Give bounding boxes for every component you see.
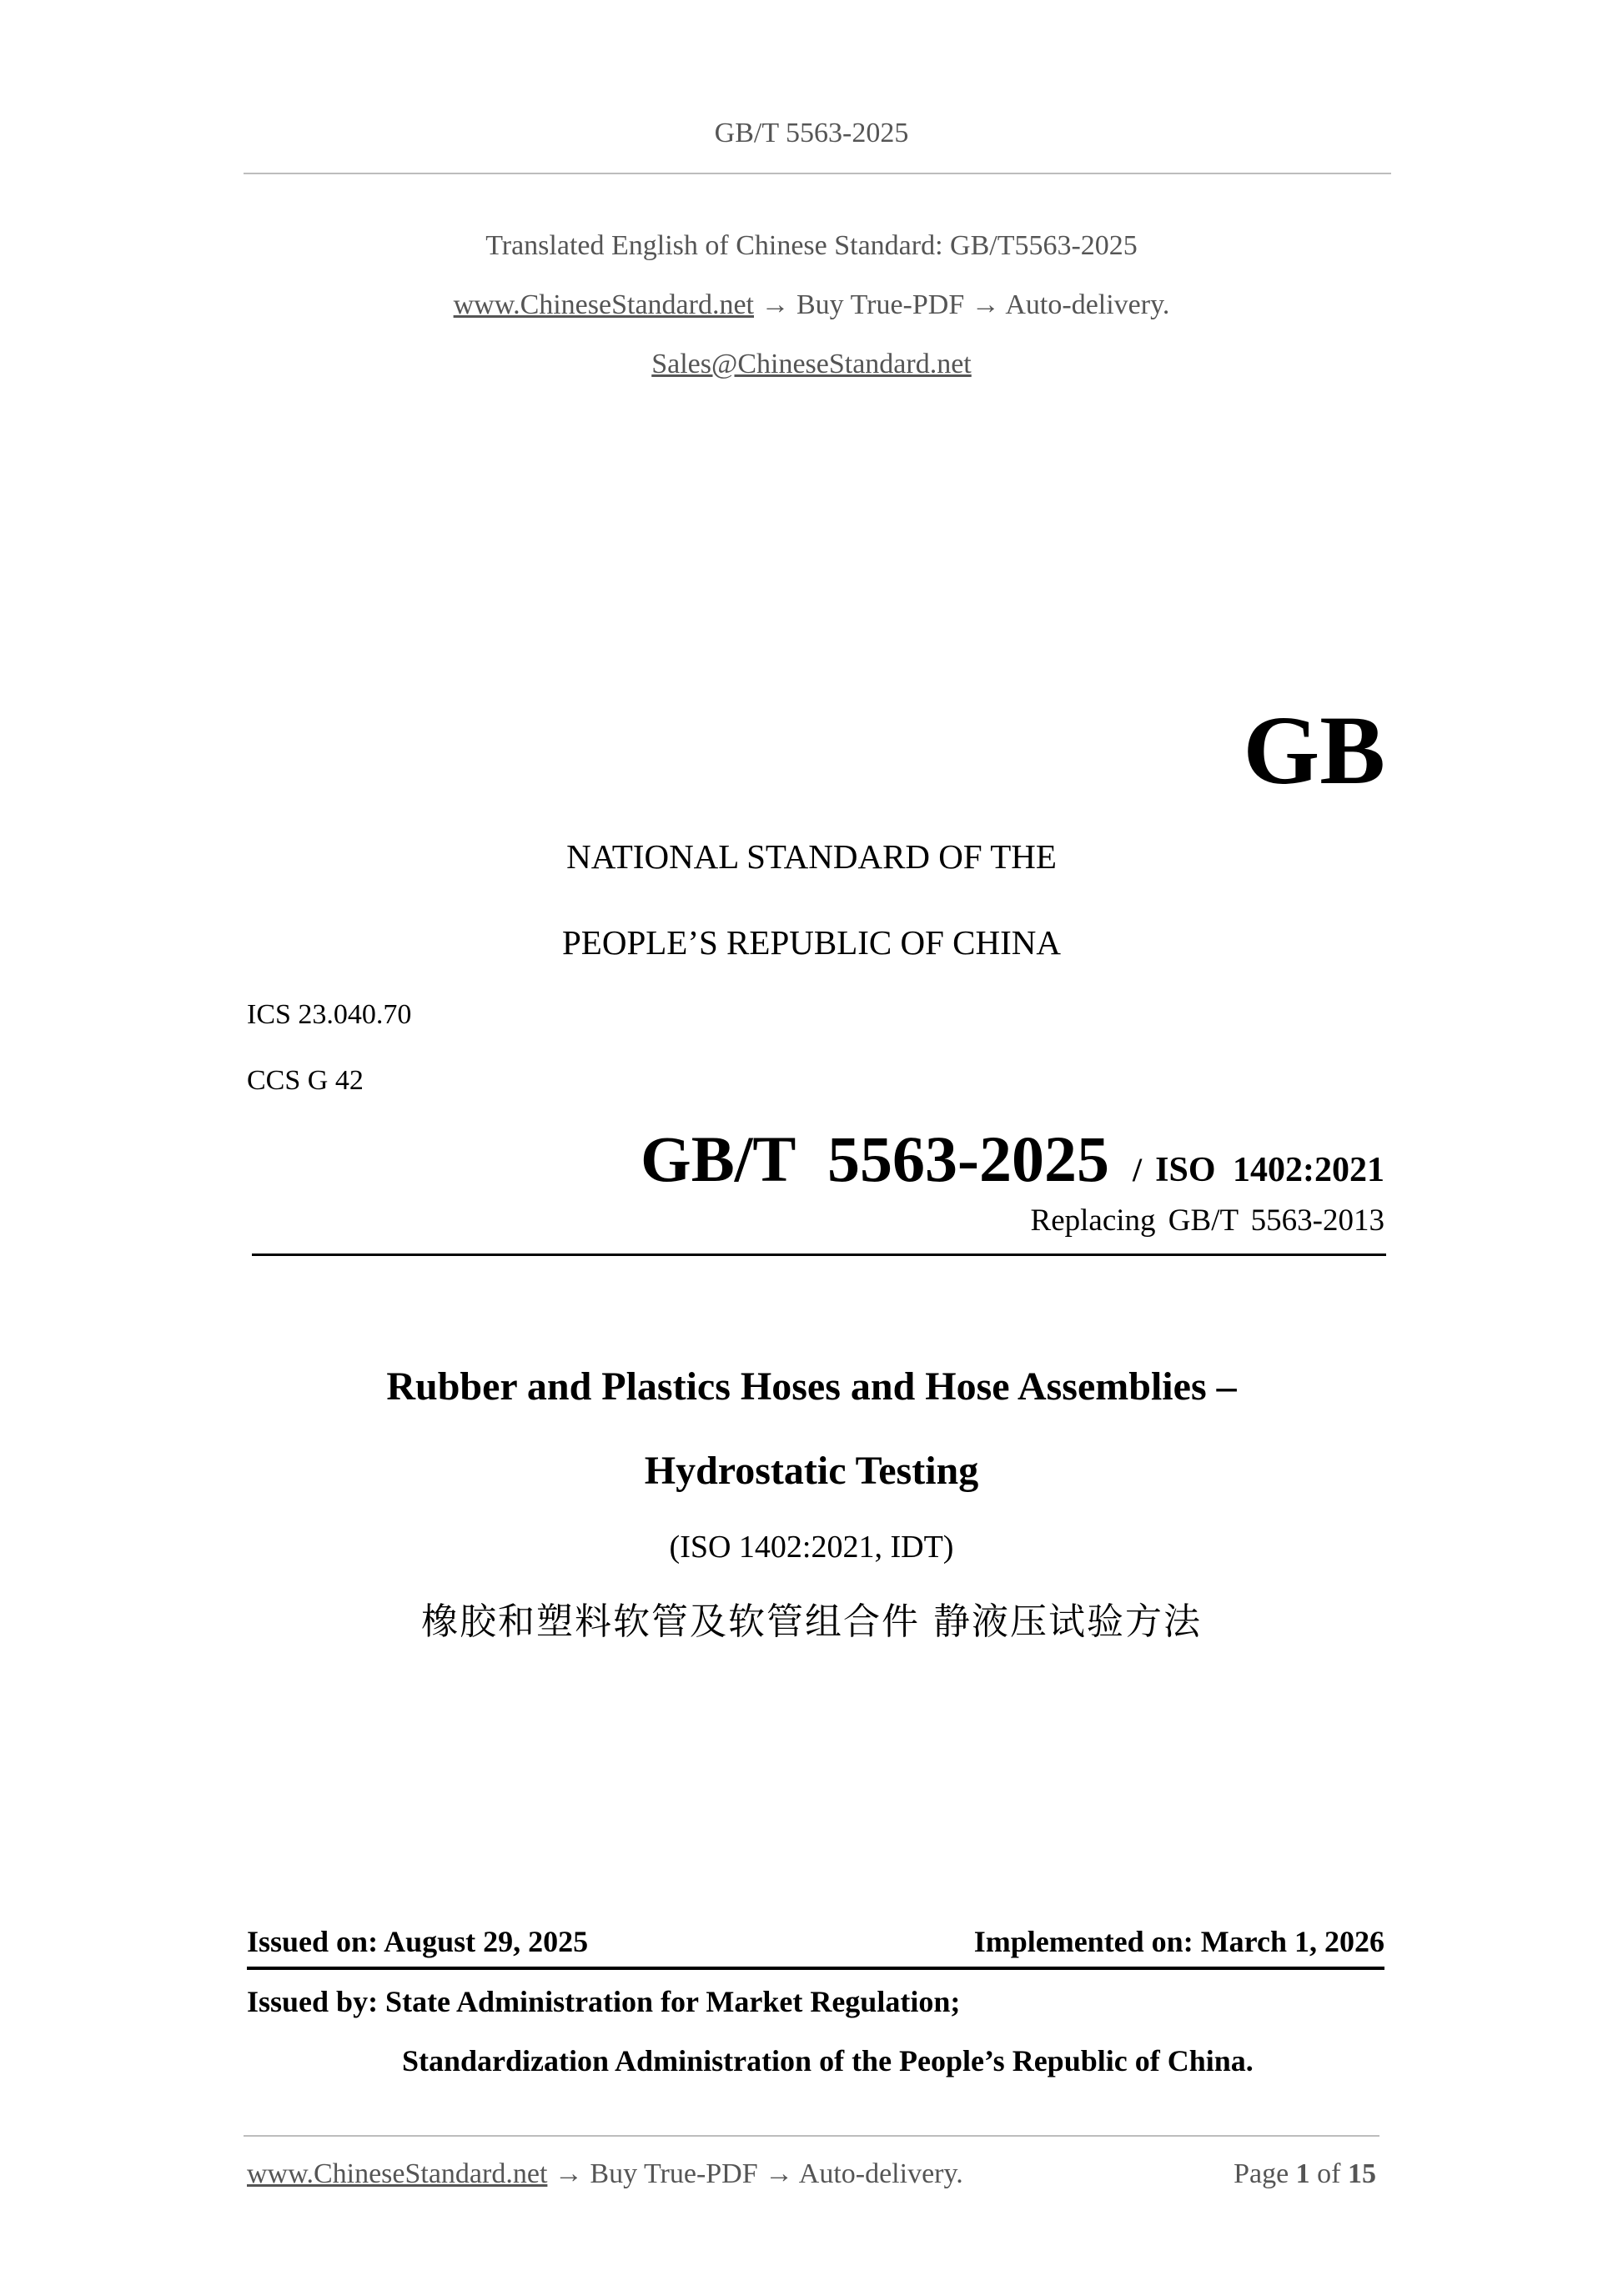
standard-number: GB/T 5563-2025	[641, 1123, 1110, 1195]
footer-divider	[244, 2135, 1379, 2137]
header-divider	[244, 173, 1391, 174]
iso-number: ISO 1402:2021	[1155, 1151, 1384, 1189]
standard-divider	[252, 1254, 1386, 1256]
footer-buy-text: → Buy True-PDF → Auto-delivery.	[547, 2158, 963, 2189]
issued-by-line2: Standardization Administration of the People’s Republic of China.	[402, 2044, 1254, 2077]
ics-code: ICS 23.040.70	[247, 999, 412, 1030]
email-line	[0, 346, 1623, 383]
gb-logo: GB	[1243, 696, 1385, 805]
page-of: of	[1317, 2158, 1341, 2189]
national-standard-line2: PEOPLE’S REPUBLIC OF CHINA	[562, 923, 1061, 962]
chinese-title: 橡胶和塑料软管及软管组合件 静液压试验方法	[421, 1600, 1202, 1643]
email-link[interactable]: Sales@ChineseStandard.net	[651, 349, 972, 379]
issue-divider	[247, 1967, 1384, 1970]
footer-website-link[interactable]: www.ChineseStandard.net	[247, 2158, 548, 2189]
ccs-code: CCS G 42	[247, 1065, 364, 1096]
national-standard-line1: NATIONAL STANDARD OF THE	[566, 837, 1057, 876]
document-title-line1: Rubber and Plastics Hoses and Hose Assemblies –	[386, 1364, 1237, 1409]
page-label: Page	[1234, 2158, 1289, 2189]
page-indicator	[1234, 2156, 1376, 2193]
implemented-on-date: Implemented on: March 1, 2026	[973, 1925, 1384, 1958]
iso-equivalence: (ISO 1402:2021, IDT)	[669, 1530, 954, 1565]
issued-by: Issued by: State Administration for Market Regulation;	[247, 1985, 961, 2018]
replacing-standard: Replacing GB/T 5563-2013	[1030, 1203, 1384, 1238]
page-total: 15	[1348, 2158, 1376, 2189]
page-current: 1	[1295, 2158, 1310, 2189]
footer-promo	[247, 2156, 963, 2193]
page-header-title: GB/T 5563-2025	[714, 118, 909, 148]
standard-separator: /	[1133, 1151, 1143, 1188]
translated-notice: Translated English of Chinese Standard: GB/T5563-2025	[485, 230, 1138, 261]
promo-line	[0, 287, 1623, 324]
document-title-line2: Hydrostatic Testing	[644, 1449, 979, 1493]
website-link[interactable]: www.ChineseStandard.net	[453, 289, 754, 320]
issued-on-date: Issued on: August 29, 2025	[247, 1925, 589, 1958]
buy-text: → Buy True-PDF → Auto-delivery.	[754, 289, 1170, 320]
